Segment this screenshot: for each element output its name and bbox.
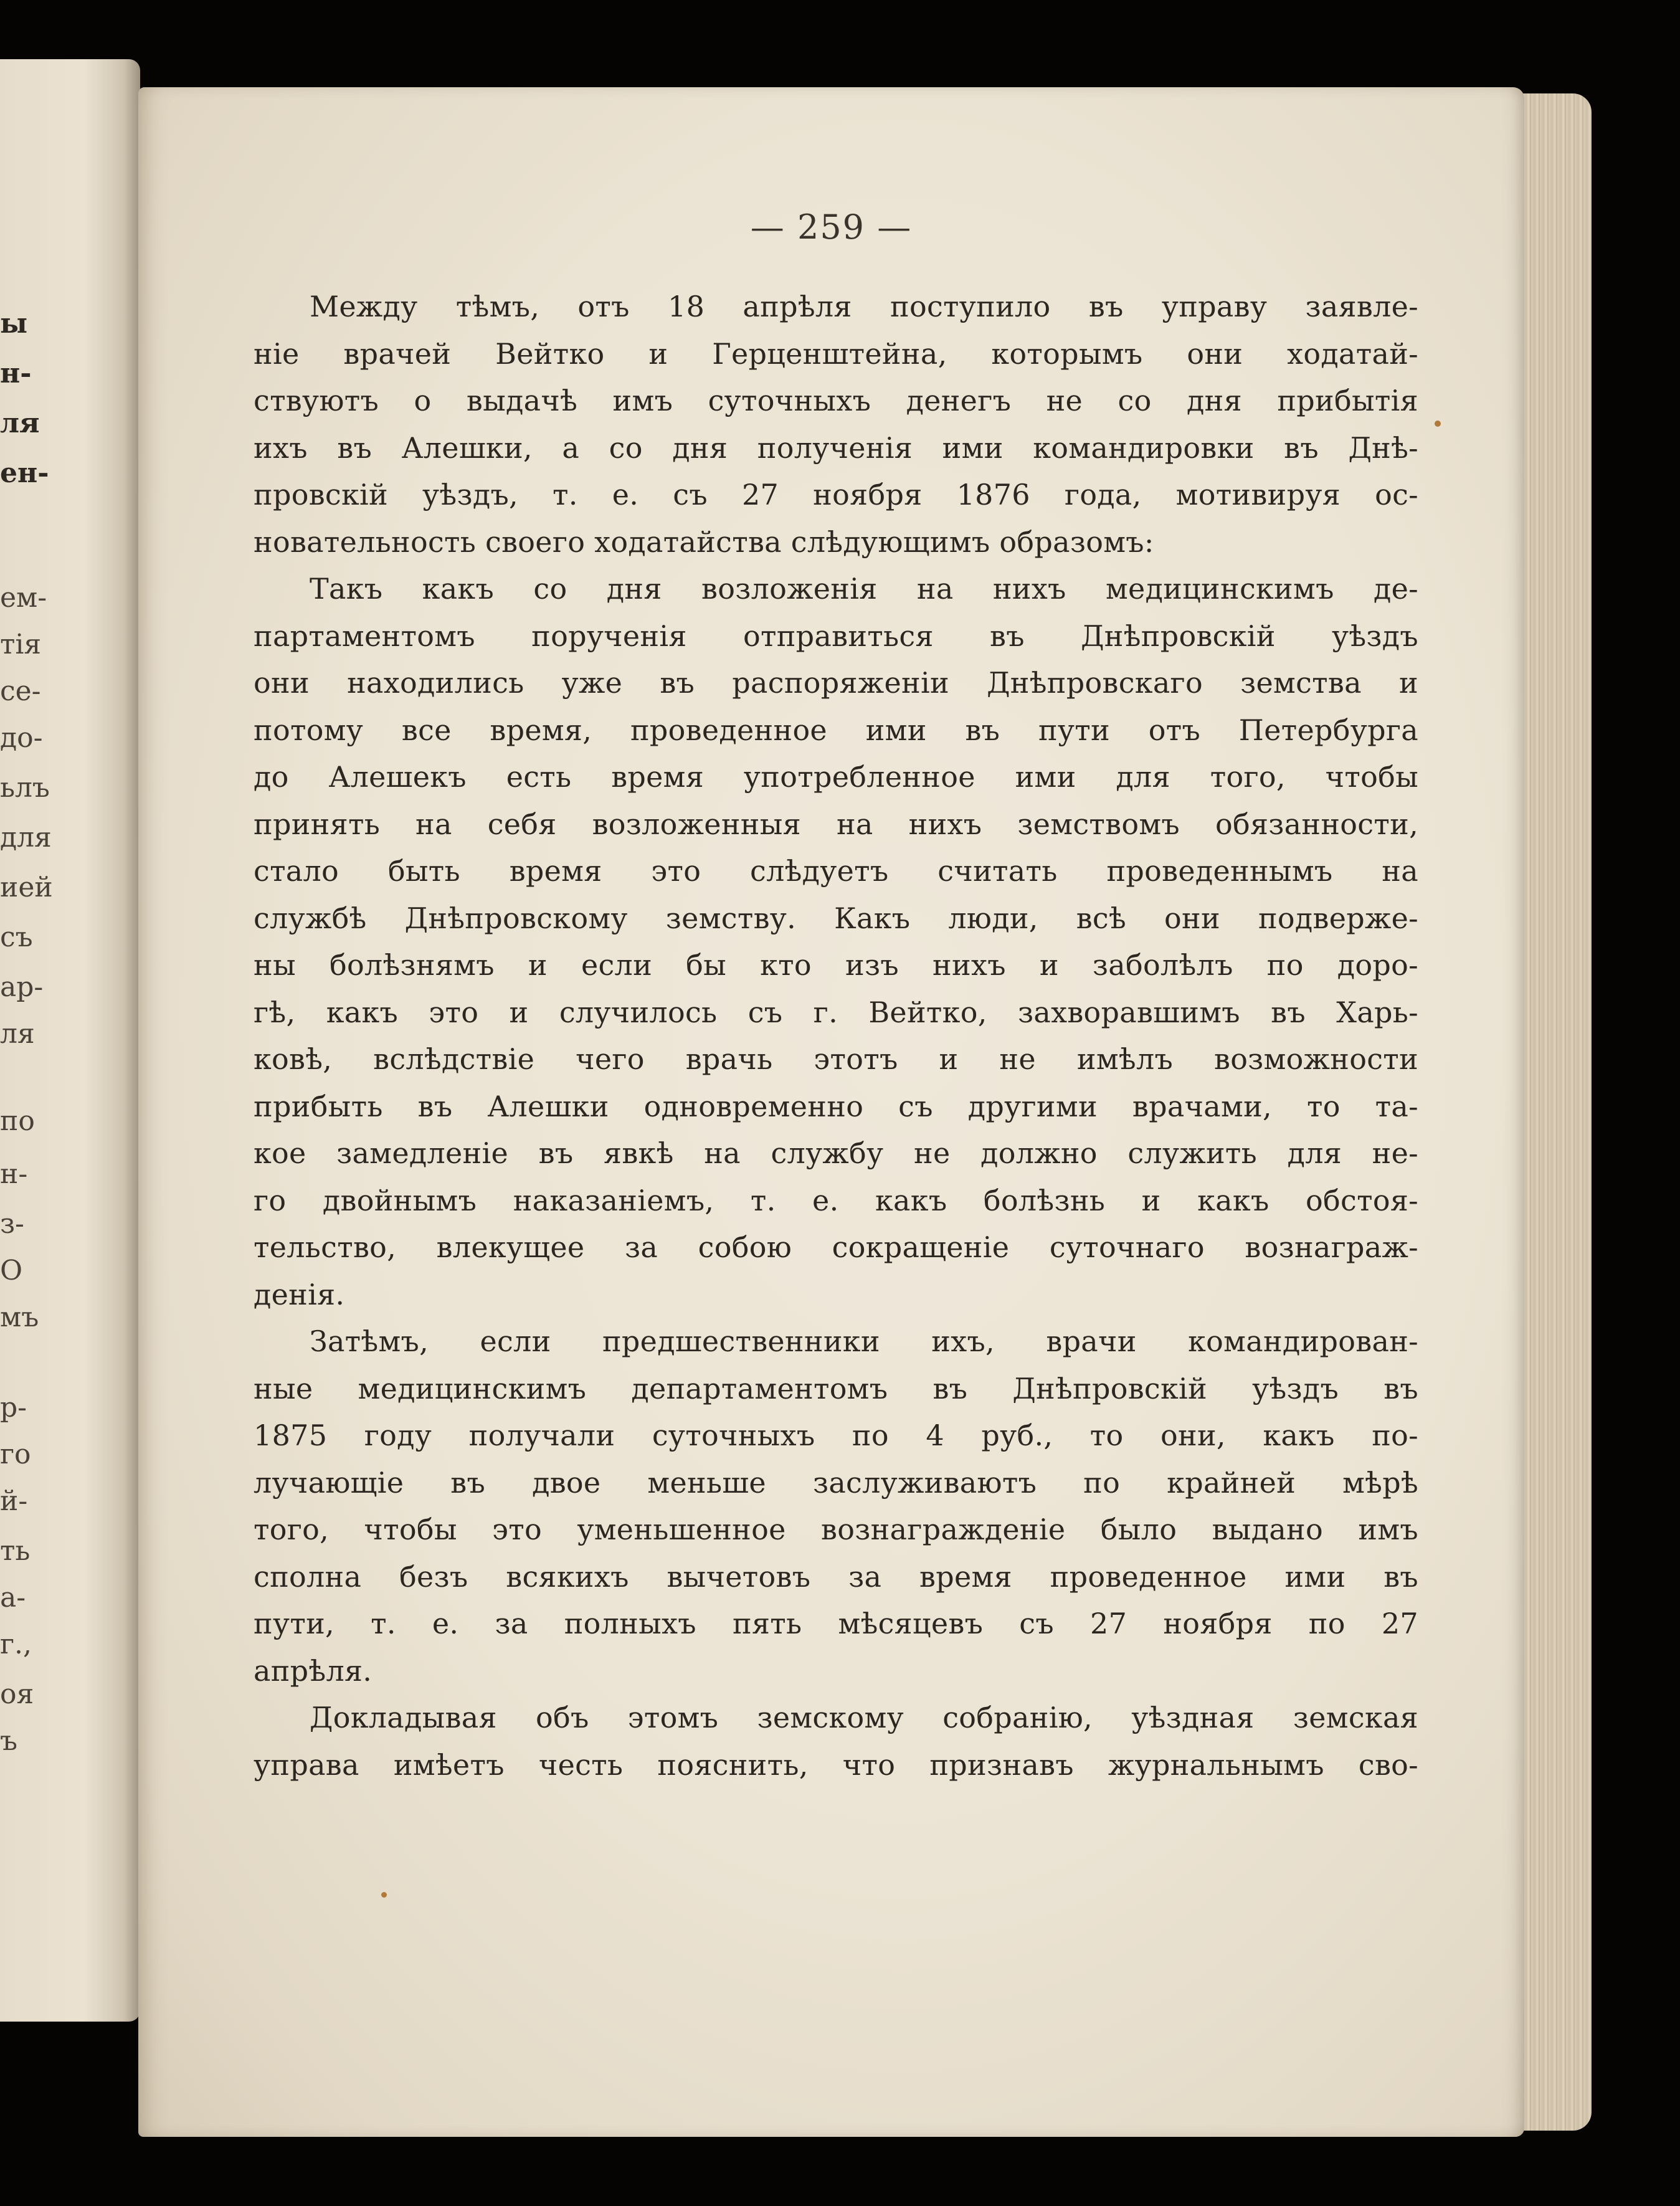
page-body-text [254,283,1418,1789]
text-line: Затѣмъ, если предшественники ихъ, врачи командирован- [310,1324,1418,1358]
page-edges-stack [1514,93,1592,2131]
previous-page-text-fragment: ар- [0,971,44,1003]
text-line: прибыть въ Алешки одновременно съ другими врачами, то та- [254,1089,1418,1123]
paper-speck [381,1892,387,1898]
text-line: гѣ, какъ это и случилось съ г. Вейтко, захворавшимъ въ Харь- [254,995,1418,1029]
text-line: лучающіе въ двое меньше заслуживаютъ по крайней мѣрѣ [254,1465,1418,1500]
previous-page-text-fragment: О [0,1255,23,1286]
previous-page-text-fragment: съ [0,921,33,953]
text-line: потому все время, проведенное ими въ пути отъ Петербурга [254,713,1418,747]
text-line: службѣ Днѣпровскому земству. Какъ люди, всѣ они подверже- [254,901,1418,935]
text-line: ствуютъ о выдачѣ имъ суточныхъ денегъ не со дня прибытія [254,384,1418,417]
previous-page-text-fragment: г., [0,1628,32,1660]
text-line: того, чтобы это уменьшенное вознагражденіе было выдано имъ [254,1513,1418,1546]
text-line: денія. [254,1277,345,1311]
text-line: ковѣ, вслѣдствіе чего врачь этотъ и не имѣлъ возможности [254,1042,1418,1076]
previous-page-text-fragment: тія [0,629,42,660]
previous-page-text-fragment: ъ [0,1725,17,1757]
previous-page-text-fragment: н- [0,358,32,389]
text-line: новательность своего ходатайства слѣдующимъ образомъ: [254,525,1154,559]
previous-page-edge [0,59,140,2022]
previous-page-text-fragment: ля [0,1018,35,1050]
previous-page-text-fragment: по [0,1105,35,1137]
previous-page-text-fragment: а- [0,1582,26,1614]
text-line: Такъ какъ со дня возложенія на нихъ медицинскимъ де- [310,572,1418,606]
text-line: они находились уже въ распоряженіи Днѣпровскаго земства и [254,666,1418,700]
text-line: управа имѣетъ честь пояснить, что признавъ журнальнымъ сво- [254,1747,1418,1782]
previous-page-text-fragment: оя [0,1678,34,1710]
previous-page-text-fragment: до- [0,722,43,754]
text-line: принять на себя возложенныя на нихъ земствомъ обязанности, [254,807,1418,841]
text-line: партаментомъ порученія отправиться въ Днѣпровскій уѣздъ [254,619,1418,653]
text-line: апрѣля. [254,1653,373,1688]
text-line: ихъ въ Алешки, а со дня полученія ими командировки въ Днѣ- [254,430,1418,465]
previous-page-text-fragment: для [0,822,52,853]
previous-page-text-fragment: ен- [0,457,49,489]
text-line: го двойнымъ наказаніемъ, т. е. какъ болѣзнь и какъ обстоя- [254,1183,1418,1217]
previous-page-text-fragment: з- [0,1208,24,1240]
text-line: до Алешекъ есть время употребленное ими для того, чтобы [254,760,1418,794]
previous-page-text-fragment: ы [0,308,28,340]
previous-page-text-fragment: се- [0,675,41,707]
previous-page-text-fragment: й- [0,1485,28,1517]
text-line: пути, т. е. за полныхъ пять мѣсяцевъ съ 27 ноября по 27 [254,1607,1418,1640]
previous-page-text-fragment: мъ [0,1301,39,1333]
text-line: тельство, влекущее за собою сокращеніе суточнаго вознаграж- [254,1230,1418,1264]
previous-page-text-fragment: н- [0,1158,28,1190]
text-line: 1875 году получали суточныхъ по 4 руб., то они, какъ по- [254,1419,1418,1452]
previous-page-text-fragment: ем- [0,582,47,614]
previous-page-text-fragment: го [0,1438,31,1470]
previous-page-text-fragment: ть [0,1535,31,1567]
previous-page-text-fragment: ией [0,872,53,903]
previous-page-text-fragment: р- [0,1392,27,1424]
paper-speck [1435,421,1441,427]
text-line: ны болѣзнямъ и если бы кто изъ нихъ и заболѣлъ по доро- [254,948,1418,982]
text-line: Между тѣмъ, отъ 18 апрѣля поступило въ управу заявле- [310,290,1418,323]
text-line: ніе врачей Вейтко и Герценштейна, которымъ они ходатай- [254,336,1418,371]
text-line: провскій уѣздъ, т. е. съ 27 ноября 1876 года, мотивируя ос- [254,478,1418,511]
text-line: Докладывая объ этомъ земскому собранію, уѣздная земская [310,1701,1418,1734]
text-line: ные медицинскимъ департаментомъ въ Днѣпровскій уѣздъ въ [254,1371,1418,1405]
text-line: стало быть время это слѣдуетъ считать проведеннымъ на [254,854,1418,888]
previous-page-text-fragment: ля [0,407,40,439]
text-line: сполна безъ всякихъ вычетовъ за время проведенное ими въ [254,1559,1418,1594]
book-page [138,87,1524,2137]
previous-page-text-fragment: ьлъ [0,772,50,804]
page-number: — 259 — [750,207,913,247]
text-line: кое замедленіе въ явкѣ на службу не должно служить для не- [254,1136,1418,1170]
